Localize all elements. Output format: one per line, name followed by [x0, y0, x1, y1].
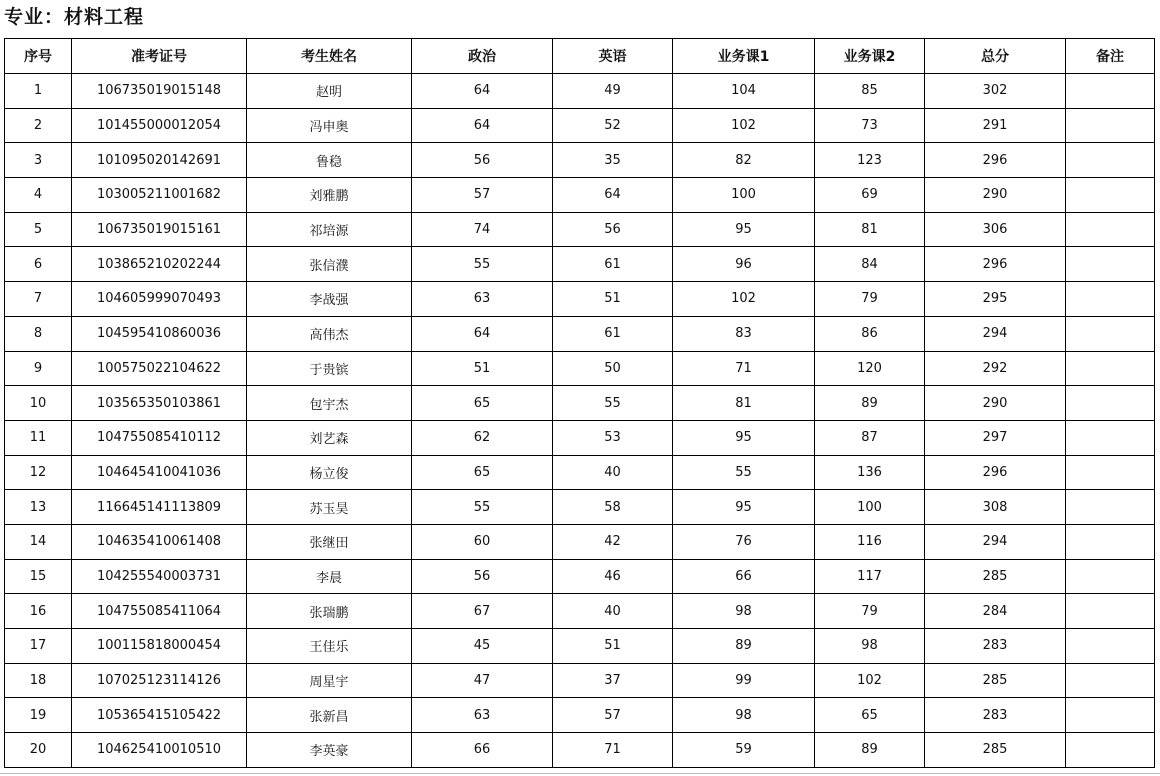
cell-total: 297 [925, 420, 1066, 455]
cell-name: 张继田 [247, 524, 412, 559]
table-row [5, 74, 1155, 109]
cell-course-2: 89 [815, 733, 925, 768]
table-row [5, 420, 1155, 455]
table-row [5, 386, 1155, 421]
cell-remarks [1066, 698, 1155, 733]
cell-name: 张信濮 [247, 247, 412, 282]
cell-exam-id: 104645410041036 [72, 455, 247, 490]
cell-exam-id: 100115818000454 [72, 629, 247, 664]
cell-index: 14 [5, 524, 72, 559]
table-row [5, 455, 1155, 490]
cell-politics: 60 [412, 524, 553, 559]
table-row [5, 247, 1155, 282]
cell-course-1: 96 [673, 247, 815, 282]
cell-english: 61 [553, 316, 673, 351]
cell-politics: 74 [412, 212, 553, 247]
cell-index: 18 [5, 663, 72, 698]
cell-course-1: 98 [673, 594, 815, 629]
cell-politics: 55 [412, 247, 553, 282]
cell-exam-id: 116645141113809 [72, 490, 247, 525]
header-cell-name: 考生姓名 [247, 39, 412, 74]
cell-index: 1 [5, 74, 72, 109]
cell-name: 苏玉昊 [247, 490, 412, 525]
cell-politics: 47 [412, 663, 553, 698]
cell-name: 赵明 [247, 74, 412, 109]
cell-politics: 57 [412, 178, 553, 213]
cell-politics: 56 [412, 559, 553, 594]
cell-remarks [1066, 316, 1155, 351]
cell-remarks [1066, 490, 1155, 525]
cell-course-1: 76 [673, 524, 815, 559]
cell-politics: 45 [412, 629, 553, 664]
cell-exam-id: 104625410010510 [72, 733, 247, 768]
cell-course-2: 65 [815, 698, 925, 733]
cell-politics: 63 [412, 698, 553, 733]
cell-politics: 51 [412, 351, 553, 386]
cell-course-1: 95 [673, 420, 815, 455]
cell-name: 李晨 [247, 559, 412, 594]
cell-total: 295 [925, 282, 1066, 317]
cell-exam-id: 103005211001682 [72, 178, 247, 213]
table-row [5, 212, 1155, 247]
table-row [5, 351, 1155, 386]
cell-total: 285 [925, 733, 1066, 768]
cell-course-1: 98 [673, 698, 815, 733]
cell-total: 292 [925, 351, 1066, 386]
cell-total: 285 [925, 559, 1066, 594]
table-row [5, 282, 1155, 317]
cell-course-2: 120 [815, 351, 925, 386]
cell-total: 285 [925, 663, 1066, 698]
cell-course-2: 79 [815, 282, 925, 317]
cell-course-2: 117 [815, 559, 925, 594]
cell-index: 15 [5, 559, 72, 594]
cell-course-1: 71 [673, 351, 815, 386]
cell-english: 46 [553, 559, 673, 594]
cell-index: 8 [5, 316, 72, 351]
cell-course-1: 81 [673, 386, 815, 421]
cell-course-1: 95 [673, 212, 815, 247]
cell-remarks [1066, 143, 1155, 178]
bottom-divider [0, 773, 1160, 774]
cell-index: 5 [5, 212, 72, 247]
cell-remarks [1066, 559, 1155, 594]
cell-remarks [1066, 247, 1155, 282]
cell-course-2: 79 [815, 594, 925, 629]
cell-index: 19 [5, 698, 72, 733]
cell-english: 37 [553, 663, 673, 698]
cell-name: 张新昌 [247, 698, 412, 733]
header-cell-politics: 政治 [412, 39, 553, 74]
cell-total: 294 [925, 316, 1066, 351]
cell-course-2: 85 [815, 74, 925, 109]
cell-exam-id: 107025123114126 [72, 663, 247, 698]
cell-name: 包宇杰 [247, 386, 412, 421]
cell-politics: 64 [412, 108, 553, 143]
table-row [5, 143, 1155, 178]
cell-english: 50 [553, 351, 673, 386]
cell-exam-id: 104255540003731 [72, 559, 247, 594]
table-row [5, 108, 1155, 143]
cell-name: 李战强 [247, 282, 412, 317]
cell-total: 291 [925, 108, 1066, 143]
cell-exam-id: 105365415105422 [72, 698, 247, 733]
cell-exam-id: 103565350103861 [72, 386, 247, 421]
cell-course-1: 99 [673, 663, 815, 698]
table-row [5, 733, 1155, 768]
cell-course-1: 83 [673, 316, 815, 351]
cell-name: 冯申奥 [247, 108, 412, 143]
cell-course-2: 73 [815, 108, 925, 143]
cell-exam-id: 100575022104622 [72, 351, 247, 386]
cell-remarks [1066, 108, 1155, 143]
table-row [5, 178, 1155, 213]
cell-remarks [1066, 282, 1155, 317]
table-row [5, 594, 1155, 629]
cell-total: 296 [925, 455, 1066, 490]
table-row [5, 316, 1155, 351]
cell-politics: 65 [412, 455, 553, 490]
header-cell-course-2: 业务课2 [815, 39, 925, 74]
page-title: 专业：材料工程 [4, 6, 145, 28]
table-row [5, 698, 1155, 733]
cell-exam-id: 101095020142691 [72, 143, 247, 178]
cell-course-2: 89 [815, 386, 925, 421]
cell-index: 2 [5, 108, 72, 143]
cell-politics: 66 [412, 733, 553, 768]
cell-remarks [1066, 663, 1155, 698]
cell-index: 4 [5, 178, 72, 213]
cell-remarks [1066, 386, 1155, 421]
cell-english: 49 [553, 74, 673, 109]
cell-english: 40 [553, 594, 673, 629]
cell-index: 20 [5, 733, 72, 768]
cell-remarks [1066, 74, 1155, 109]
cell-name: 刘雅鹏 [247, 178, 412, 213]
cell-total: 284 [925, 594, 1066, 629]
cell-english: 40 [553, 455, 673, 490]
cell-total: 290 [925, 386, 1066, 421]
cell-name: 祁培源 [247, 212, 412, 247]
table-row [5, 663, 1155, 698]
cell-index: 17 [5, 629, 72, 664]
cell-remarks [1066, 524, 1155, 559]
cell-course-1: 66 [673, 559, 815, 594]
cell-english: 51 [553, 629, 673, 664]
score-table [4, 38, 1155, 768]
cell-remarks [1066, 594, 1155, 629]
cell-english: 42 [553, 524, 673, 559]
cell-english: 55 [553, 386, 673, 421]
header-cell-index: 序号 [5, 39, 72, 74]
cell-name: 李英豪 [247, 733, 412, 768]
header-cell-remarks: 备注 [1066, 39, 1155, 74]
cell-english: 64 [553, 178, 673, 213]
cell-course-1: 102 [673, 282, 815, 317]
cell-total: 308 [925, 490, 1066, 525]
header-cell-total: 总分 [925, 39, 1066, 74]
header-cell-course-1: 业务课1 [673, 39, 815, 74]
cell-name: 于贵镔 [247, 351, 412, 386]
cell-total: 290 [925, 178, 1066, 213]
cell-english: 61 [553, 247, 673, 282]
cell-total: 306 [925, 212, 1066, 247]
table-header-row [5, 39, 1155, 74]
cell-name: 刘艺森 [247, 420, 412, 455]
cell-english: 57 [553, 698, 673, 733]
cell-name: 周星宇 [247, 663, 412, 698]
cell-course-2: 84 [815, 247, 925, 282]
cell-course-2: 136 [815, 455, 925, 490]
cell-english: 58 [553, 490, 673, 525]
cell-course-2: 98 [815, 629, 925, 664]
cell-exam-id: 104755085411064 [72, 594, 247, 629]
cell-index: 7 [5, 282, 72, 317]
cell-politics: 64 [412, 74, 553, 109]
cell-total: 283 [925, 629, 1066, 664]
table-row [5, 629, 1155, 664]
cell-course-2: 102 [815, 663, 925, 698]
cell-index: 10 [5, 386, 72, 421]
cell-exam-id: 104595410860036 [72, 316, 247, 351]
cell-course-2: 87 [815, 420, 925, 455]
cell-course-1: 95 [673, 490, 815, 525]
cell-course-1: 100 [673, 178, 815, 213]
cell-total: 302 [925, 74, 1066, 109]
cell-course-1: 59 [673, 733, 815, 768]
cell-index: 9 [5, 351, 72, 386]
cell-remarks [1066, 455, 1155, 490]
cell-remarks [1066, 629, 1155, 664]
cell-course-2: 116 [815, 524, 925, 559]
table-row [5, 490, 1155, 525]
cell-exam-id: 106735019015161 [72, 212, 247, 247]
header-cell-english: 英语 [553, 39, 673, 74]
cell-course-2: 69 [815, 178, 925, 213]
cell-politics: 67 [412, 594, 553, 629]
cell-index: 16 [5, 594, 72, 629]
cell-course-1: 102 [673, 108, 815, 143]
cell-politics: 64 [412, 316, 553, 351]
cell-name: 杨立俊 [247, 455, 412, 490]
cell-remarks [1066, 178, 1155, 213]
cell-english: 71 [553, 733, 673, 768]
cell-remarks [1066, 733, 1155, 768]
cell-course-1: 82 [673, 143, 815, 178]
cell-index: 6 [5, 247, 72, 282]
cell-name: 张瑞鹏 [247, 594, 412, 629]
cell-english: 56 [553, 212, 673, 247]
table-row [5, 559, 1155, 594]
cell-exam-id: 104635410061408 [72, 524, 247, 559]
cell-course-2: 100 [815, 490, 925, 525]
cell-remarks [1066, 420, 1155, 455]
cell-politics: 55 [412, 490, 553, 525]
cell-index: 3 [5, 143, 72, 178]
cell-politics: 65 [412, 386, 553, 421]
cell-name: 王佳乐 [247, 629, 412, 664]
cell-exam-id: 104605999070493 [72, 282, 247, 317]
cell-english: 53 [553, 420, 673, 455]
cell-exam-id: 104755085410112 [72, 420, 247, 455]
cell-course-1: 55 [673, 455, 815, 490]
table-row [5, 524, 1155, 559]
cell-index: 12 [5, 455, 72, 490]
cell-remarks [1066, 212, 1155, 247]
cell-total: 296 [925, 247, 1066, 282]
cell-english: 35 [553, 143, 673, 178]
cell-politics: 62 [412, 420, 553, 455]
cell-total: 296 [925, 143, 1066, 178]
cell-english: 51 [553, 282, 673, 317]
cell-index: 11 [5, 420, 72, 455]
cell-remarks [1066, 351, 1155, 386]
cell-exam-id: 103865210202244 [72, 247, 247, 282]
cell-name: 鲁稳 [247, 143, 412, 178]
cell-total: 283 [925, 698, 1066, 733]
cell-total: 294 [925, 524, 1066, 559]
cell-course-1: 89 [673, 629, 815, 664]
cell-english: 52 [553, 108, 673, 143]
cell-name: 高伟杰 [247, 316, 412, 351]
cell-course-2: 123 [815, 143, 925, 178]
cell-index: 13 [5, 490, 72, 525]
cell-course-2: 86 [815, 316, 925, 351]
cell-exam-id: 106735019015148 [72, 74, 247, 109]
cell-course-2: 81 [815, 212, 925, 247]
cell-politics: 63 [412, 282, 553, 317]
header-cell-exam-id: 准考证号 [72, 39, 247, 74]
cell-politics: 56 [412, 143, 553, 178]
cell-exam-id: 101455000012054 [72, 108, 247, 143]
cell-course-1: 104 [673, 74, 815, 109]
